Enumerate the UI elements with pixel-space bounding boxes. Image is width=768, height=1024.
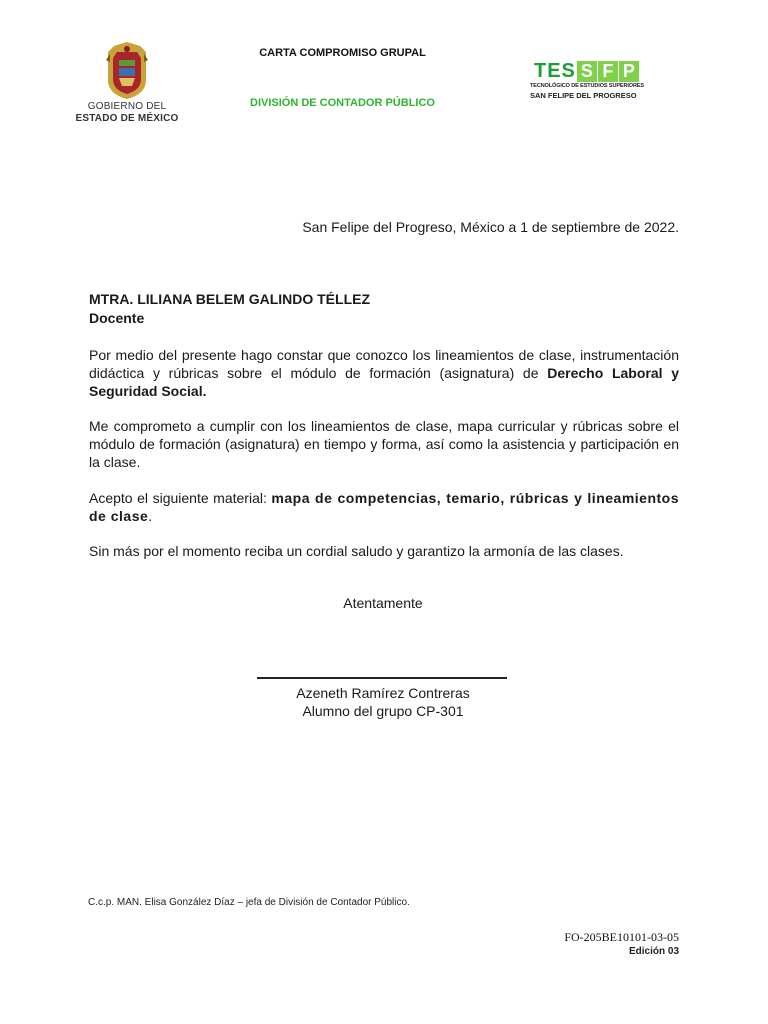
carbon-copy-line: C.c.p. MAN. Elisa González Díaz – jefa de División de Contador Público. (88, 897, 410, 908)
state-seal-icon (104, 42, 150, 100)
division-name: DIVISIÓN DE CONTADOR PÚBLICO (250, 97, 435, 109)
signature-line (257, 677, 507, 679)
institution-logo (528, 60, 648, 102)
paragraph-materials-end: . (148, 508, 153, 524)
signer-name: Azeneth Ramírez Contreras (296, 685, 470, 701)
closing: Atentamente (343, 595, 423, 611)
logo-box-f: F (598, 61, 618, 82)
materials-list: mapa de competencias, temario, rúbricas y lineamientos de clase (89, 490, 679, 524)
recipient-name: MTRA. LILIANA BELEM GALINDO TÉLLEZ (89, 291, 371, 307)
paragraph-acknowledgement-text: Por medio del presente hago constar que conozco los lineamientos de clase, instrumentación didáctica y rúbricas sobre el módulo de formación (asignatura) de (89, 347, 679, 381)
recipient-role: Docente (89, 310, 145, 326)
logo-box-s: S (577, 61, 597, 82)
logo-prefix: TES (534, 60, 576, 82)
institution-logo-wordmark (534, 60, 639, 82)
edition-label: Edición 03 (628, 946, 679, 957)
paragraph-acknowledgement (89, 346, 679, 400)
paragraph-materials (89, 489, 679, 525)
logo-box-p: P (619, 61, 639, 82)
institution-location: SAN FELIPE DEL PROGRESO (530, 91, 637, 100)
form-code: FO-205BE10101-03-05 (564, 930, 679, 944)
government-name-line2: ESTADO DE MÉXICO (75, 113, 179, 124)
signer-group: Alumno del grupo CP-301 (302, 703, 464, 719)
document-title: CARTA COMPROMISO GRUPAL (259, 47, 426, 59)
paragraph-commitment: Me comprometo a cumplir con los lineamientos de clase, mapa curricular y rúbricas sobre el módulo de formación (asignatura) en tiempo y forma, así como la asistencia y participación en la clase. (89, 418, 679, 470)
government-name-line1: GOBIERNO DEL (87, 101, 167, 112)
paragraph-farewell: Sin más por el momento reciba un cordial saludo y garantizo la armonía de las clases. (89, 543, 624, 559)
paragraph-materials-text: Acepto el siguiente material: (89, 490, 272, 506)
date-line: San Felipe del Progreso, México a 1 de septiembre de 2022. (302, 219, 679, 235)
subject-name: Derecho Laboral y Seguridad Social. (89, 365, 679, 399)
institution-subtitle: TECNOLÓGICO DE ESTUDIOS SUPERIORES (530, 83, 644, 89)
government-logo (72, 42, 182, 126)
